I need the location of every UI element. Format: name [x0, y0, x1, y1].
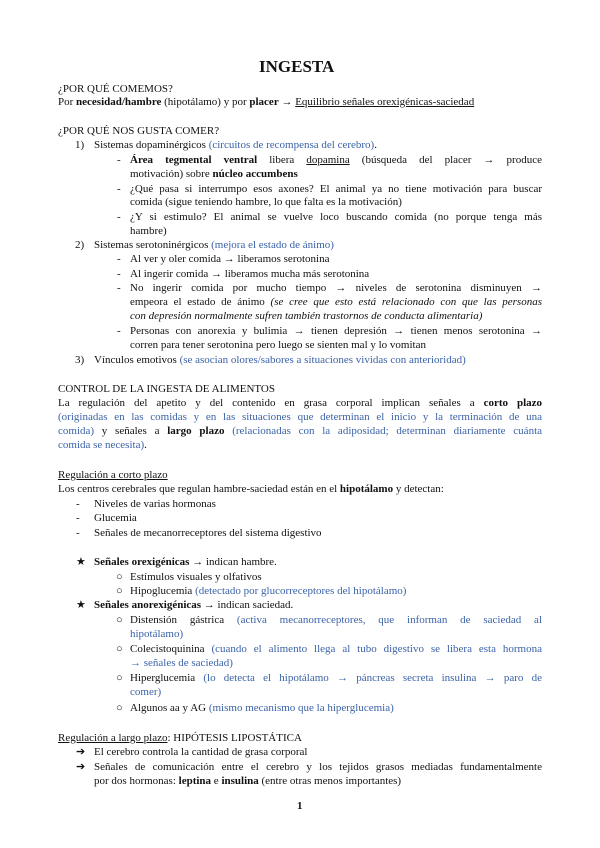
heading-long-term: Regulación a largo plazo: HIPÓTESIS LIPOSTÁTICA	[58, 732, 302, 744]
circle-bullet: ○	[116, 672, 123, 684]
anor-distension: Distensión gástrica (activa mecanorreceptores, que informan de saciedad al	[130, 614, 542, 626]
detect-mechano: Señales de mecanorreceptores del sistema digestivo	[94, 527, 322, 539]
sub-axons-cont: comida (sigue teniendo hambre, lo que falta es la motivación)	[130, 196, 402, 208]
dash-bullet: -	[76, 527, 80, 539]
heading-short-term: Regulación a corto plazo	[58, 469, 168, 481]
circle-bullet: ○	[116, 585, 123, 597]
star-icon: ★	[76, 556, 86, 568]
dash-bullet: -	[117, 253, 121, 265]
list-number: 3)	[75, 354, 85, 366]
dash-bullet: -	[117, 154, 121, 166]
anor-cck: Colecistoquinina (cuando el alimento llega al tubo digestivo se libera esta hormona	[130, 643, 542, 655]
sub-fasting-cont: empeora el estado de ánimo (se cree que esto está relacionado con que las personas	[130, 296, 542, 308]
sub-ingest: Al ingerir comida → liberamos mucha más serotonina	[130, 268, 370, 280]
sub-vta: Área tegmental ventral libera dopamina (búsqueda del placer → produce	[130, 154, 542, 166]
dash-bullet: -	[76, 498, 80, 510]
control-line-3: comida) y señales a largo plazo (relacionadas con la adiposidad; determinan diariamente cuánta	[58, 425, 543, 437]
circle-bullet: ○	[116, 702, 123, 714]
anor-hyperglycemia: Hiperglucemia (lo detecta el hipotálamo → páncreas secreta insulina → paro de	[130, 672, 542, 684]
sub-fasting-cont2: con depresión normalmente sufren también trastornos de conducta alimentaria)	[130, 310, 483, 322]
question-why-eat: ¿POR QUÉ COMEMOS?	[58, 83, 173, 95]
answer-why-eat: Por necesidad/hambre (hipotálamo) y por placer → Equilibrio señales orexigénicas-saciedad	[58, 96, 475, 108]
sub-stimulate: ¿Y si estimulo? El animal se vuelve loco buscando comida (no porque tenga más	[130, 211, 542, 223]
page-number: 1	[297, 800, 303, 812]
arrow-bullet: ➔	[76, 761, 86, 773]
list-number: 1)	[75, 139, 85, 151]
dash-bullet: -	[117, 268, 121, 280]
sub-anorexia: Personas con anorexia y bulimia → tienen depresión → tienen menos serotonina →	[130, 325, 542, 337]
control-line-1: La regulación del apetito y del contenido en grasa corporal implican señales a corto plazo	[58, 397, 543, 409]
list-number: 2)	[75, 239, 85, 251]
circle-bullet: ○	[116, 614, 123, 626]
sub-fasting: No ingerir comida por mucho tiempo → niveles de serotonina disminuyen →	[130, 282, 542, 294]
item-serotoninergic: Sistemas serotoninérgicos (mejora el estado de ánimo)	[94, 239, 334, 251]
long-term-signals-cont: por dos hormonas: leptina e insulina (entre otras menos importantes)	[94, 775, 402, 787]
orexigenic-signals: Señales orexigénicas → indican hambre.	[94, 556, 277, 568]
anor-cck-cont: → señales de saciedad)	[130, 657, 233, 669]
orex-visual: Estímulos visuales y olfativos	[130, 571, 262, 583]
dash-bullet: -	[117, 183, 121, 195]
page-title: INGESTA	[259, 57, 335, 76]
arrow-bullet: ➔	[76, 746, 86, 758]
item-dopaminergic: Sistemas dopaminérgicos (circuitos de recompensa del cerebro).	[94, 139, 377, 151]
long-term-signals: Señales de comunicación entre el cerebro y los tejidos grasos mediadas fundamentalmente	[94, 761, 542, 773]
orex-hypoglycemia: Hipoglucemia (detectado por glucorreceptores del hipotálamo)	[130, 585, 407, 597]
sub-axons: ¿Qué pasa si interrumpo esos axones? El animal ya no tiene motivación para buscar	[130, 183, 542, 195]
short-term-intro: Los centros cerebrales que regulan hambre-saciedad están en el hipotálamo y detectan:	[58, 483, 444, 495]
question-why-like: ¿POR QUÉ NOS GUSTA COMER?	[58, 125, 220, 137]
anor-distension-cont: hipotálamo)	[130, 628, 184, 640]
dash-bullet: -	[117, 282, 121, 294]
anor-hyperglycemia-cont: comer)	[130, 686, 162, 698]
dash-bullet: -	[117, 211, 121, 223]
long-term-brain: El cerebro controla la cantidad de grasa corporal	[94, 746, 308, 758]
sub-see-smell: Al ver y oler comida → liberamos serotonina	[130, 253, 330, 265]
control-line-2: (originadas en las comidas y en las situaciones que determinan el inicio y la terminación de una	[58, 411, 542, 423]
heading-control: CONTROL DE LA INGESTA DE ALIMENTOS	[58, 383, 275, 395]
control-line-4: comida se necesita).	[58, 439, 147, 451]
item-emotional: Vínculos emotivos (se asocian olores/sabores a situaciones vividas con anterioridad)	[94, 354, 466, 366]
circle-bullet: ○	[116, 643, 123, 655]
detect-hormones: Niveles de varias hormonas	[94, 498, 216, 510]
dash-bullet: -	[76, 512, 80, 524]
circle-bullet: ○	[116, 571, 123, 583]
sub-stimulate-cont: hambre)	[130, 225, 167, 237]
detect-glycemia: Glucemia	[94, 512, 137, 524]
star-icon: ★	[76, 599, 86, 611]
dash-bullet: -	[117, 325, 121, 337]
sub-anorexia-cont: corren para tener serotonina pero luego se sienten mal y lo vomitan	[130, 339, 426, 351]
sub-vta-cont: motivación) sobre núcleo accumbens	[130, 168, 298, 180]
anorexigenic-signals: Señales anorexigénicas → indican saciedad.	[94, 599, 294, 611]
anor-aa-ag: Algunos aa y AG (mismo mecanismo que la hiperglucemia)	[130, 702, 394, 714]
